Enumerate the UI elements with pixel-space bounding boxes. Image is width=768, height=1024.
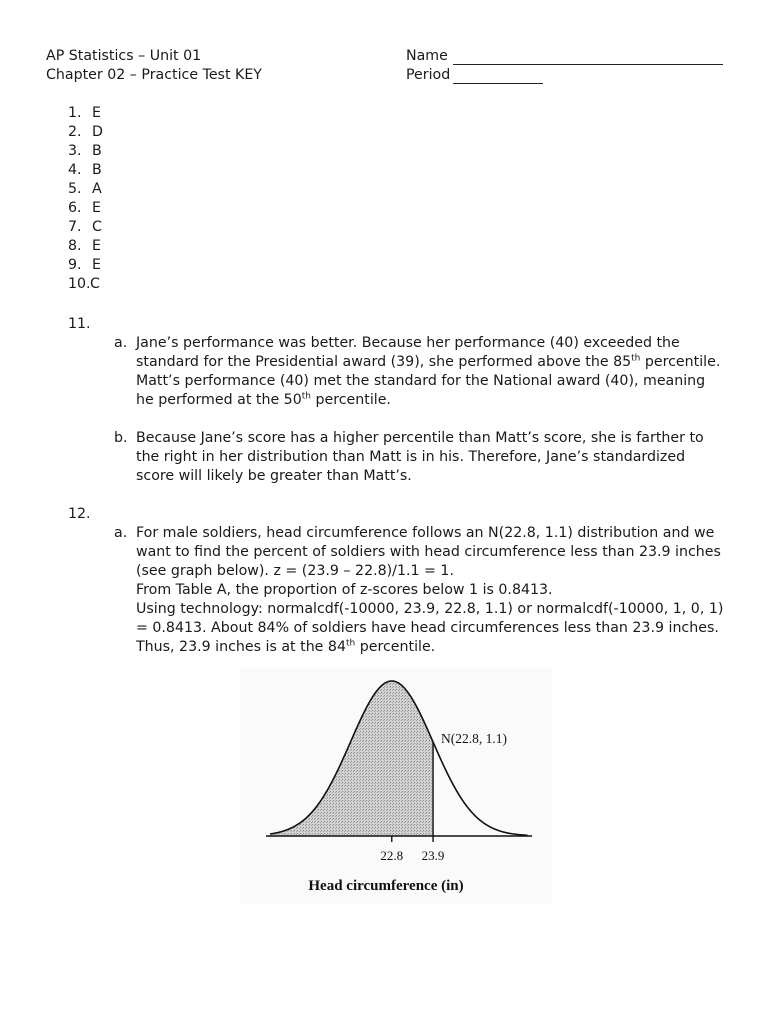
q11-part-b-label: b. — [114, 430, 128, 446]
answer-item — [68, 180, 102, 199]
name-label: Name — [406, 48, 448, 64]
q11-part-a-text: Jane’s performance was better. Because her performance (40) exceeded the standard for the Presidential award (39), she performed above the 85th percentile. Matt’s performance (40) met the standard for the National award (40), meaning he performed at the 50th percentile. — [136, 335, 721, 408]
answer-letter: E — [92, 105, 101, 121]
q12-a-line-4: Thus, 23.9 inches is at the 84th percentile. — [136, 638, 436, 655]
answer-item — [68, 142, 102, 161]
q12-a-line-3: Using technology: normalcdf(-10000, 23.9, 22.8, 1.1) or normalcdf(-10000, 1, 0, 1) = 0.8413. About 84% of soldiers have head circumferences less than 23.9 inches. — [136, 601, 724, 636]
answer-item — [68, 123, 103, 142]
q12-part-a-label: a. — [114, 525, 128, 541]
question-12-number: 12. — [68, 506, 91, 522]
q11-part-a-label: a. — [114, 335, 128, 351]
answer-number: 5. — [68, 181, 82, 197]
q12-a-line-1: For male soldiers, head circumference follows an N(22.8, 1.1) distribution and we want to find the percent of soldiers with head circumference less than 23.9 inches (see graph below). z = (23.9 – 22.8)/1.1 = 1. — [136, 525, 721, 579]
answer-number: 4. — [68, 162, 82, 178]
answer-letter: E — [92, 257, 101, 273]
answer-item — [68, 104, 101, 123]
answer-letter: C — [92, 219, 102, 235]
answer-item — [68, 161, 102, 180]
answer-letter: B — [92, 143, 102, 159]
answer-letter: E — [92, 238, 101, 254]
answer-number: 3. — [68, 143, 82, 159]
answer-number: 8. — [68, 238, 82, 254]
answer-item — [68, 275, 100, 294]
answer-letter: C — [90, 276, 100, 292]
answer-item — [68, 218, 102, 237]
course-title: AP Statistics – Unit 01 — [46, 48, 202, 64]
shaded-area — [270, 681, 433, 836]
answer-item — [68, 199, 101, 218]
answer-number: 1. — [68, 105, 82, 121]
answer-item — [68, 256, 101, 275]
period-label: Period — [406, 67, 451, 83]
answer-letter: E — [92, 200, 101, 216]
answer-number: 2. — [68, 124, 82, 140]
normal-curve-chart — [240, 668, 552, 904]
answer-letter: D — [92, 124, 103, 140]
answer-number: 6. — [68, 200, 82, 216]
test-title: Chapter 02 – Practice Test KEY — [46, 67, 262, 83]
curve-label: N(22.8, 1.1) — [441, 731, 508, 746]
q12-a-line-2: From Table A, the proportion of z-scores below 1 is 0.8413. — [136, 582, 553, 598]
answer-number: 7. — [68, 219, 82, 235]
question-11-number: 11. — [68, 316, 91, 332]
answer-letter: A — [92, 181, 102, 197]
q12-part-a-text — [136, 524, 726, 657]
x-tick-label: 23.9 — [421, 848, 445, 863]
x-axis-label: Head circumference (in) — [308, 878, 464, 894]
answer-letter: B — [92, 162, 102, 178]
answer-number: 10. — [68, 276, 91, 292]
normal-curve-figure — [240, 668, 552, 904]
answer-item — [68, 237, 101, 256]
name-blank-line — [453, 64, 723, 65]
answer-number: 9. — [68, 257, 82, 273]
x-tick-label: 22.8 — [380, 848, 404, 863]
q11-part-b-text: Because Jane’s score has a higher percentile than Matt’s score, she is farther to the right in her distribution than Matt is in his. Therefore, Jane’s standardized score will likely be greater than Matt’s. — [136, 430, 704, 484]
period-blank-line — [453, 83, 543, 84]
